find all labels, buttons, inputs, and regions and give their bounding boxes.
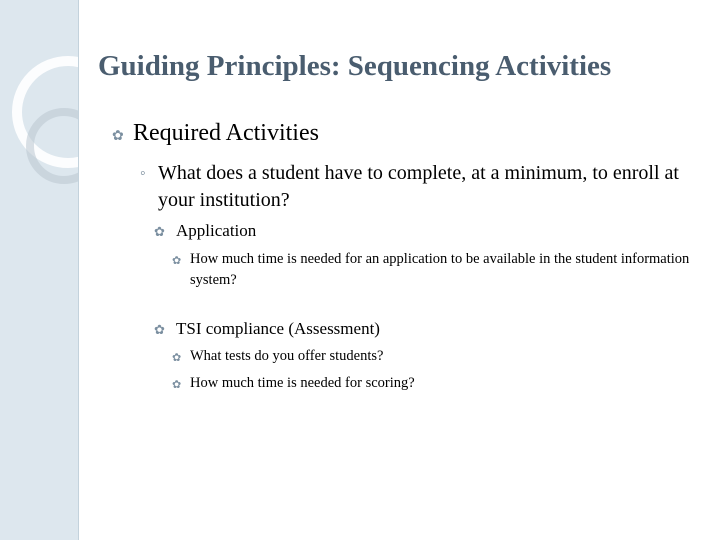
bullet-icon: ✿	[172, 379, 182, 391]
bullet-text: Required Activities	[133, 120, 319, 146]
bullet-text: What tests do you offer students?	[190, 348, 384, 364]
bullet-text: What does a student have to complete, at a minimum, to enroll at your institution?	[158, 162, 679, 211]
bullet-text: TSI compliance (Assessment)	[176, 319, 380, 338]
bullet-icon: ✿	[154, 224, 165, 239]
bullet-tsi-compliance	[154, 319, 380, 339]
sidebar-decoration	[0, 0, 79, 540]
bullet-icon: ✿	[172, 352, 182, 364]
bullet-application	[154, 221, 256, 241]
circle-marker-icon: ◦	[140, 165, 146, 182]
bullet-text: Application	[176, 221, 257, 240]
bullet-icon: ✿	[154, 322, 165, 337]
slide-title: Guiding Principles: Sequencing Activities	[98, 50, 612, 82]
bullet-icon: ✿	[112, 129, 124, 144]
bullet-text: How much time is needed for an application to be available in the student information system?	[190, 251, 690, 288]
bullet-what-does-student	[140, 160, 700, 214]
bullet-text: How much time is needed for scoring?	[190, 375, 415, 391]
bullet-tsi-sub-scoring	[172, 373, 692, 396]
bullet-icon: ✿	[172, 255, 182, 267]
bullet-application-sub	[172, 249, 692, 291]
bullet-required-activities	[112, 120, 319, 147]
bullet-tsi-sub-tests	[172, 346, 692, 369]
